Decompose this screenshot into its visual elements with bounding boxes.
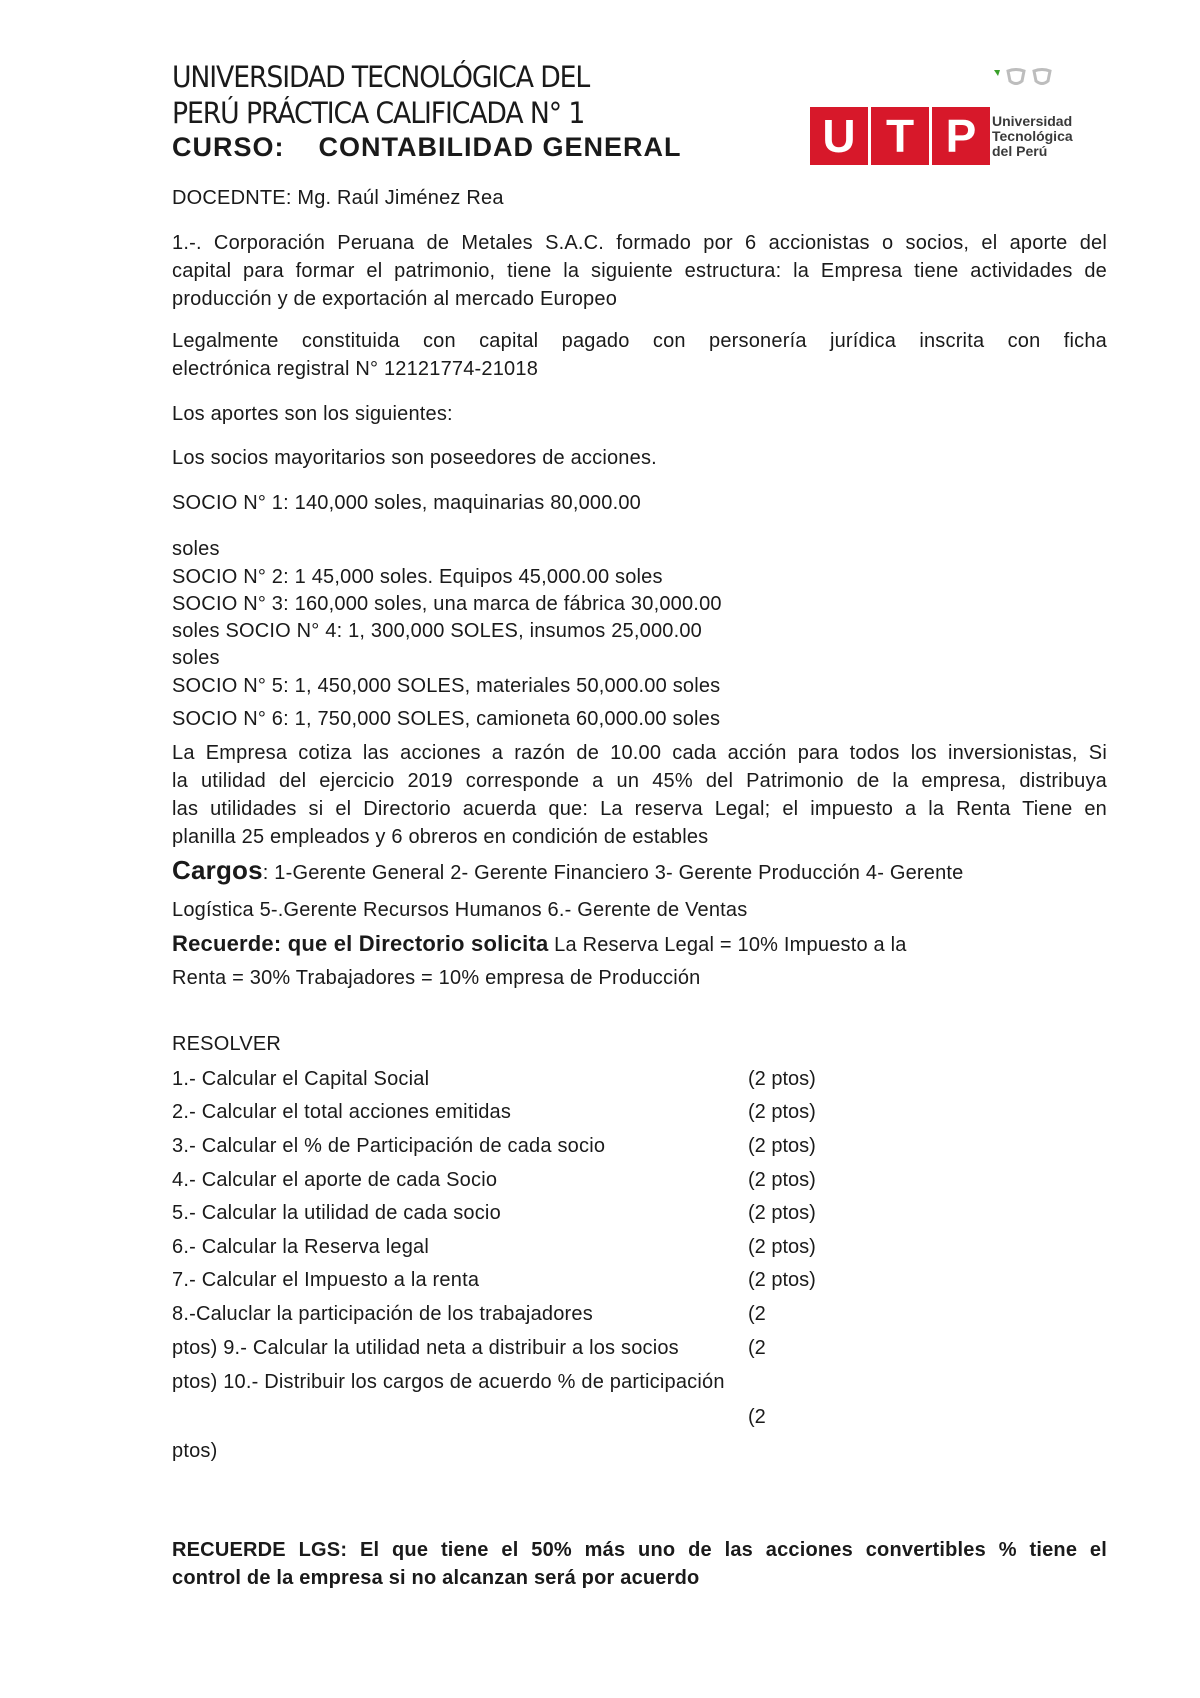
mayoritarios-text: Los socios mayoritarios son poseedores de acciones. <box>172 447 657 469</box>
resolver-points: (2 ptos) <box>748 1101 816 1123</box>
resolver-points: (2 ptos) <box>748 1269 816 1291</box>
curso-value: CONTABILIDAD GENERAL <box>318 132 682 162</box>
resolver-item: 7.- Calcular el Impuesto a la renta <box>172 1269 480 1291</box>
resolver-points: (2 ptos) <box>748 1169 816 1191</box>
recuerde-line-2: Renta = 30% Trabajadores = 10% empresa de Producción <box>172 967 701 989</box>
resolver-points: (2 ptos) <box>748 1202 816 1224</box>
resolver-item: ptos) 9.- Calcular la utilidad neta a distribuir a los socios <box>172 1337 679 1359</box>
resolver-item: 4.- Calcular el aporte de cada Socio <box>172 1169 498 1191</box>
paragraph-1-line-1: 1.-. Corporación Peruana de Metales S.A.C. formado por 6 accionistas o socios, el aporte del <box>172 232 1107 254</box>
curso-label: CURSO: <box>172 132 285 162</box>
lgs-line-2: control de la empresa si no alcanzan será por acuerdo <box>172 1567 700 1589</box>
resolver-points: (2 ptos) <box>748 1068 816 1090</box>
logo-letter-p: P <box>932 107 990 165</box>
paragraph-3-line-4: planilla 25 empleados y 6 obreros en condición de estables <box>172 826 709 848</box>
paragraph-2-line-2: electrónica registral N° 12121774-21018 <box>172 358 539 380</box>
logo-name-line: Universidad <box>992 113 1073 129</box>
resolver-item: 6.- Calcular la Reserva legal <box>172 1236 430 1258</box>
aportes-intro: Los aportes son los siguientes: <box>172 403 453 425</box>
cargos-line-1 <box>172 855 964 885</box>
resolver-points: (2 <box>748 1303 766 1325</box>
resolver-points: (2 <box>748 1337 766 1359</box>
logo-university-name <box>992 114 1073 159</box>
curso-line <box>172 132 682 162</box>
recuerde-text: La Reserva Legal = 10% Impuesto a la <box>548 934 907 956</box>
socio-line: SOCIO N° 6: 1, 750,000 SOLES, camioneta 60,000.00 soles <box>172 708 721 730</box>
resolver-item: 3.- Calcular el % de Participación de cada socio <box>172 1135 606 1157</box>
lgs-line-1: RECUERDE LGS: El que tiene el 50% más uno de las acciones convertibles % tiene el <box>172 1539 1107 1561</box>
paragraph-3-line-3: las utilidades si el Directorio acuerda que: La reserva Legal; el impuesto a la Renta Tiene en <box>172 798 1107 820</box>
resolver-item: 8.-Caluclar la participación de los trabajadores <box>172 1303 593 1325</box>
resolver-points: (2 ptos) <box>748 1236 816 1258</box>
header-line-1: UNIVERSIDAD TECNOLÓGICA DEL <box>172 60 590 94</box>
cargos-label: Cargos <box>172 855 263 885</box>
socio-line: SOCIO N° 1: 140,000 soles, maquinarias 80,000.00 <box>172 492 641 514</box>
paragraph-3-line-1: La Empresa cotiza las acciones a razón de 10.00 cada acción para todos los inversionistas, Si <box>172 742 1107 764</box>
logo-name-line: del Perú <box>992 143 1048 159</box>
docente-line: DOCEDNTE: Mg. Raúl Jiménez Rea <box>172 187 504 209</box>
socio-line: SOCIO N° 2: 1 45,000 soles. Equipos 45,000.00 soles <box>172 566 663 588</box>
logo-letter-u: U <box>810 107 868 165</box>
paragraph-3-line-2: la utilidad del ejercicio 2019 corresponde a un 45% del Patrimonio de la empresa, distribuya <box>172 770 1107 792</box>
shield-icons <box>992 68 1062 88</box>
paragraph-1-line-3: producción y de exportación al mercado Europeo <box>172 288 618 310</box>
resolver-item: 1.- Calcular el Capital Social <box>172 1068 430 1090</box>
resolver-points: (2 <box>748 1406 766 1428</box>
socio-line: soles SOCIO N° 4: 1, 300,000 SOLES, insumos 25,000.00 <box>172 620 702 642</box>
resolver-points: (2 ptos) <box>748 1135 816 1157</box>
header-line-2: PERÚ PRÁCTICA CALIFICADA N° 1 <box>172 96 585 130</box>
socio-line: SOCIO N° 5: 1, 450,000 SOLES, materiales 50,000.00 soles <box>172 675 721 697</box>
recuerde-line-1 <box>172 932 907 957</box>
socio-line: SOCIO N° 3: 160,000 soles, una marca de fábrica 30,000.00 <box>172 593 722 615</box>
logo-name-line: Tecnológica <box>992 128 1073 144</box>
resolver-item: ptos) <box>172 1440 218 1462</box>
recuerde-label: Recuerde: que el Directorio solicita <box>172 931 549 956</box>
socio-line: soles <box>172 647 220 669</box>
resolver-title: RESOLVER <box>172 1033 282 1055</box>
cargos-text: : 1-Gerente General 2- Gerente Financiero 3- Gerente Producción 4- Gerente <box>262 862 964 884</box>
logo-letter-t: T <box>871 107 929 165</box>
paragraph-1-line-2: capital para formar el patrimonio, tiene la siguiente estructura: la Empresa tiene actividades de <box>172 260 1107 282</box>
resolver-item: 5.- Calcular la utilidad de cada socio <box>172 1202 501 1224</box>
socio-line: soles <box>172 538 220 560</box>
resolver-item: 2.- Calcular el total acciones emitidas <box>172 1101 512 1123</box>
cargos-line-2: Logística 5-.Gerente Recursos Humanos 6.- Gerente de Ventas <box>172 899 748 921</box>
paragraph-2-line-1: Legalmente constituida con capital pagado con personería jurídica inscrita con ficha <box>172 330 1107 352</box>
resolver-item: ptos) 10.- Distribuir los cargos de acuerdo % de participación <box>172 1371 725 1393</box>
